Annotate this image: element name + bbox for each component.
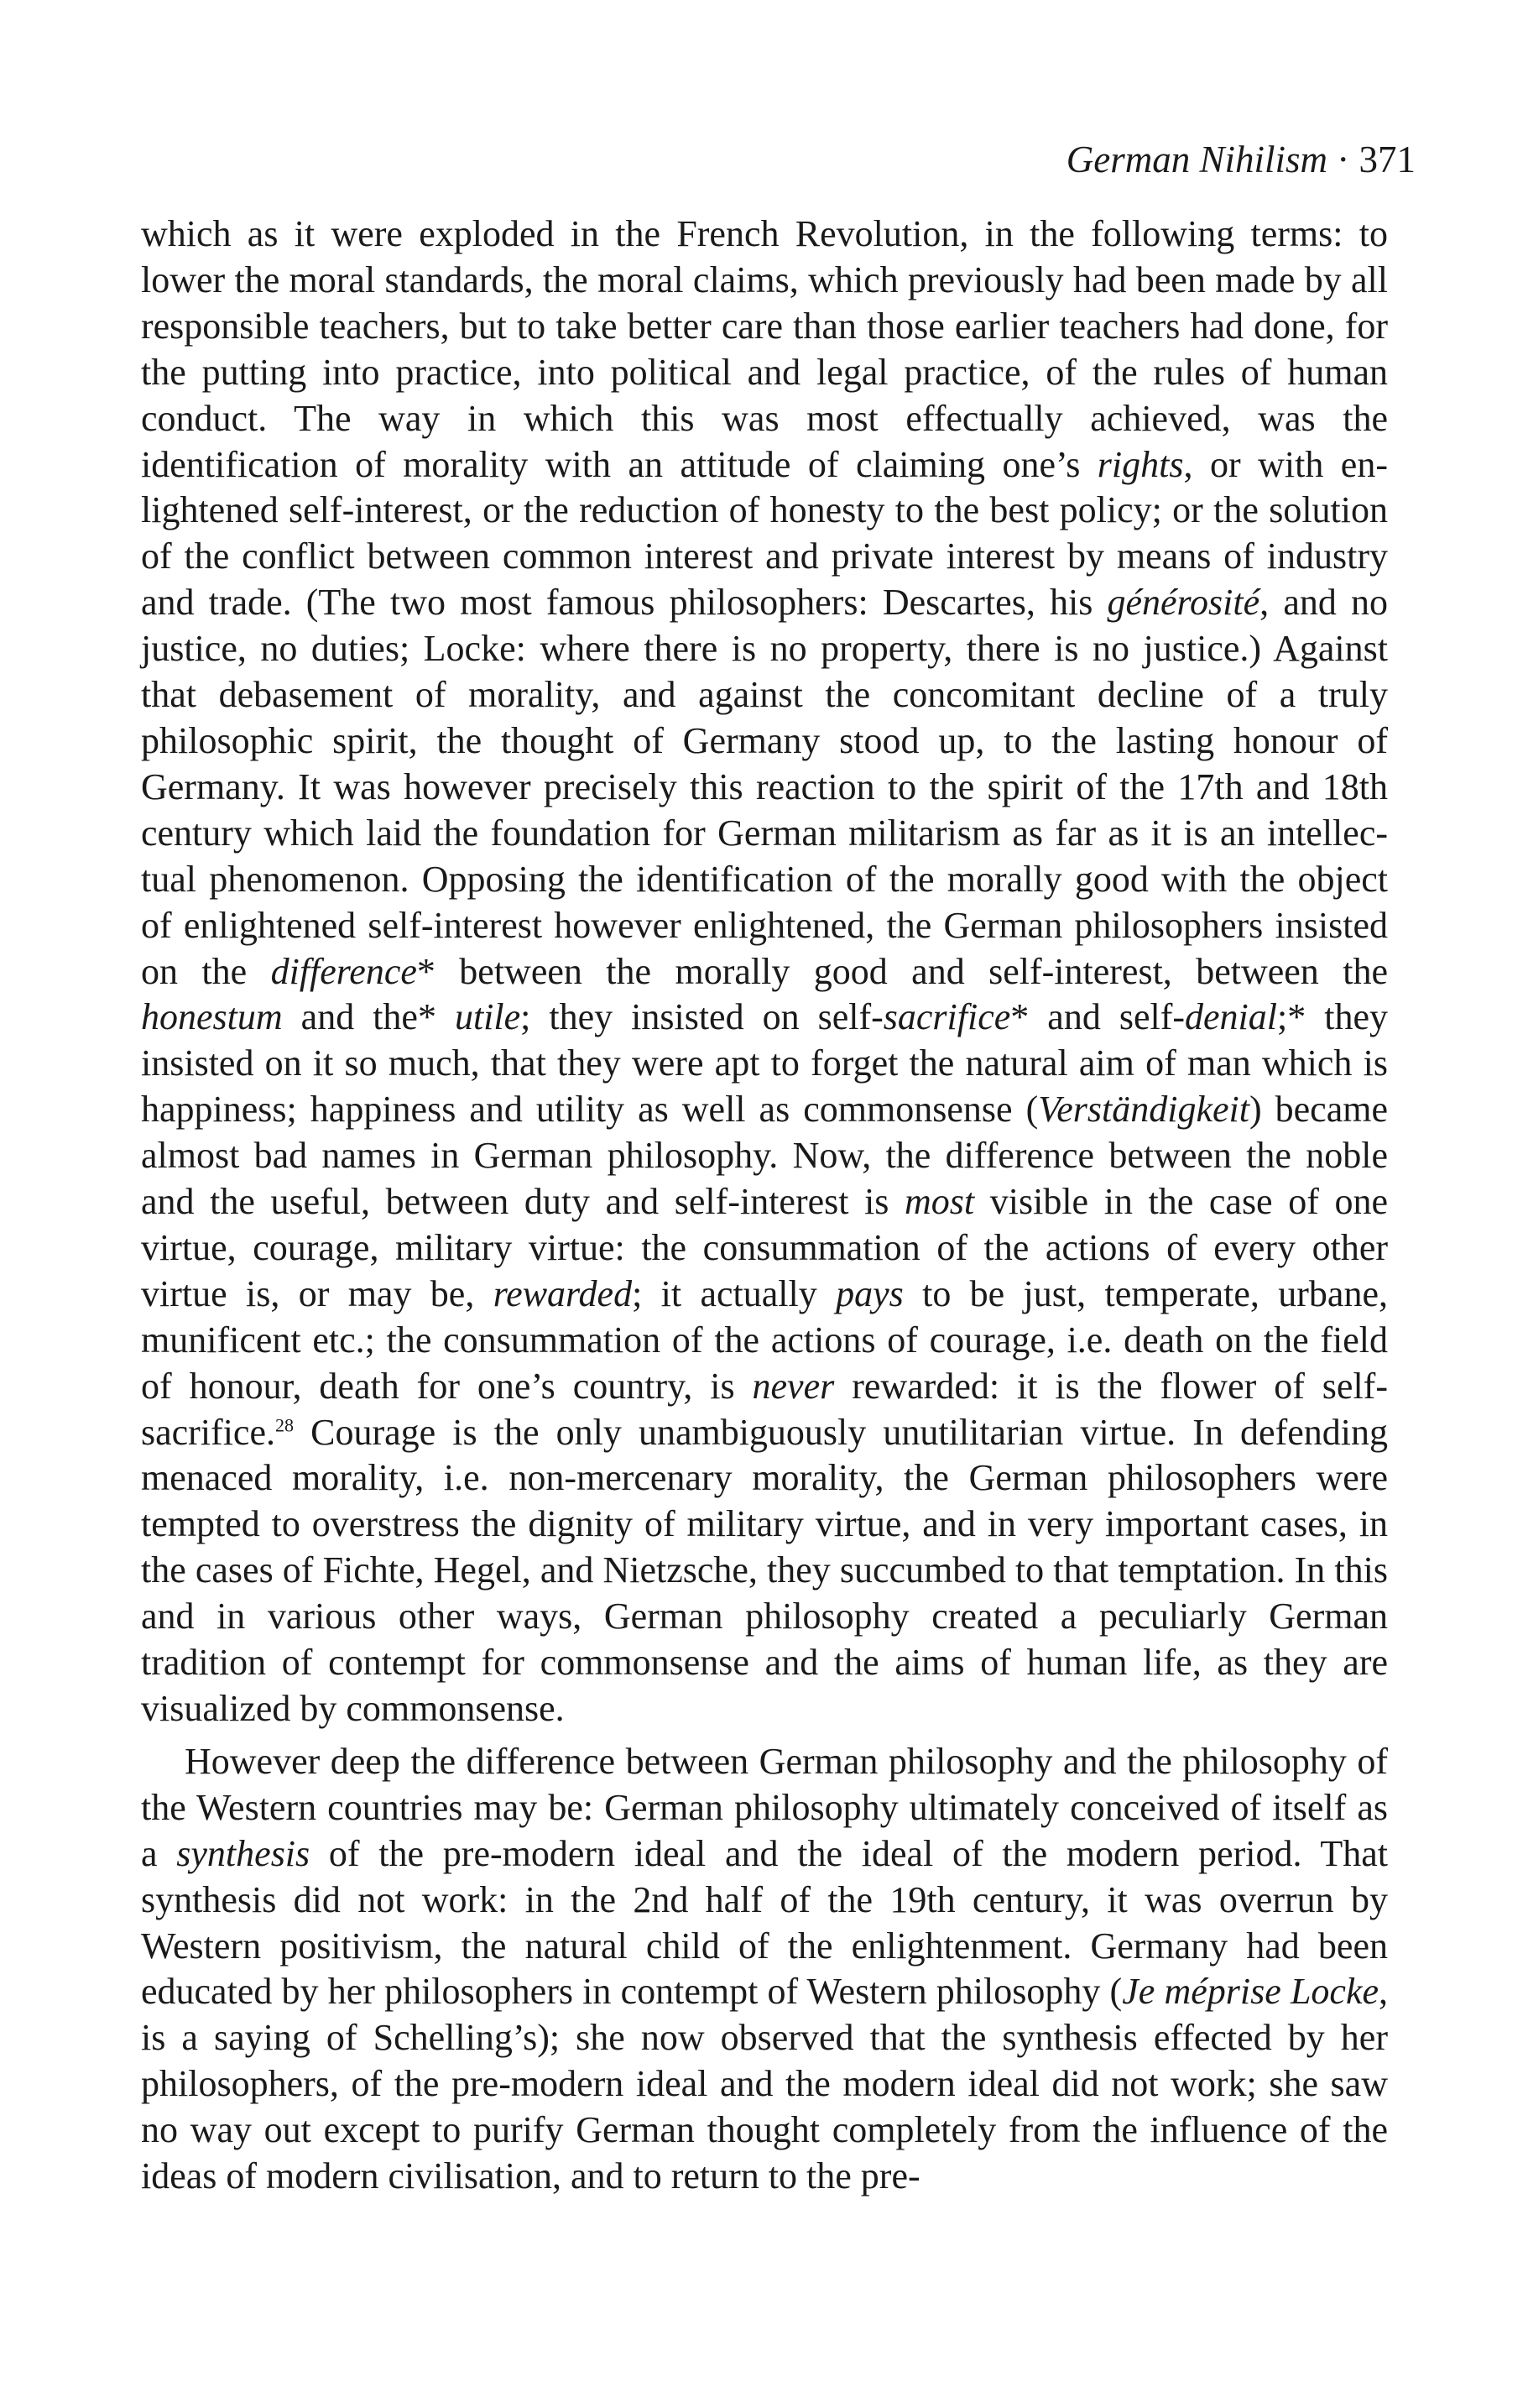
emphasis: Je méprise Locke bbox=[1122, 1971, 1379, 2013]
running-head-separator: · bbox=[1337, 138, 1350, 180]
emphasis: utile bbox=[454, 996, 521, 1038]
text-run: , or with enlightened self-interest, or the reduction of honesty to the best policy; or the solution of the conflict between common interest and private interest by means of industry and trade. (The two most famous philosophers: Descartes, his bbox=[141, 443, 1388, 624]
text-run: ) became almost bad names in German philosophy. Now, the difference between the noble and the useful, between duty and self-interest is bbox=[141, 1089, 1388, 1223]
paragraph-1 bbox=[141, 212, 1388, 1732]
emphasis: générosité bbox=[1107, 582, 1260, 624]
emphasis: pays bbox=[836, 1272, 904, 1314]
text-run: to be just, temperate, urbane, munificent etc.; the consummation of the actions of courage, i.e. death on the field of honour, death for one’s country, is bbox=[141, 1272, 1388, 1407]
text-run: which as it were exploded in the French Revolution, in the following terms: to lower the moral standards, the moral claims, which previously had been made by all responsible teachers, but to take better care than those earlier teachers had done, for the putting into practice, into political and legal practice, of the rules of human conduct. The way in which this was most effectually achieved, was the identification of morality with an attitude of claiming one’s bbox=[141, 213, 1388, 485]
text-run: , and no justice, no duties; Locke: where there is no property, there is no justice.) Against that debasement of morality, and against the concomitant decline of a truly philosophic spirit, the thought of Germany stood up, to the lasting honour of Germany. It was however precisely this reaction to the spirit of the 17th and 18th century which laid the foundation for German militarism as far as it is an intellectual phenomenon. Opposing the identification of the morally good with the object of enlightened self-interest however enlightened, the German philosophers insisted on the bbox=[141, 582, 1388, 992]
text-run: * between the morally good and self-interest, between the bbox=[416, 950, 1388, 992]
footnote-ref: 28 bbox=[275, 1413, 294, 1435]
paragraph-2 bbox=[141, 1739, 1388, 2200]
emphasis: denial bbox=[1185, 996, 1277, 1038]
page-number: 371 bbox=[1359, 138, 1416, 180]
emphasis: honestum bbox=[141, 996, 283, 1038]
text-run: ;* they insisted on it so much, that they were apt to forget the natural aim of man which is happiness; happiness and utility as well as commonsense ( bbox=[141, 996, 1388, 1131]
text-run: However deep the difference between German philosophy and the philosophy of the Western countries may be: German philosophy ultimately conceived of itself as a bbox=[141, 1740, 1388, 1874]
text-run: ; they insisted on self- bbox=[520, 996, 884, 1038]
emphasis: Verständigkeit bbox=[1038, 1089, 1249, 1131]
text-run: Courage is the only unambiguously unutilitarian virtue. In defending menaced morality, i.e. non-mercenary morality, the German philosophers were tempted to overstress the dignity of military virtue, and in very important cases, in the cases of Fichte, Hegel, and Nietzsche, they succumbed to that temptation. In this and in various other ways, German philosophy created a peculiarly German tradition of contempt for commonsense and the aims of human life, as they are visualized by commonsense. bbox=[141, 1411, 1388, 1729]
running-head-title: German Nihilism bbox=[1066, 138, 1327, 180]
running-head bbox=[1066, 136, 1416, 183]
text-run: and the* bbox=[282, 996, 455, 1038]
emphasis: never bbox=[752, 1365, 835, 1407]
text-run: * and self- bbox=[1010, 996, 1186, 1038]
emphasis: rights bbox=[1097, 443, 1184, 485]
body-text bbox=[141, 212, 1388, 2200]
text-run: visible in the case of one virtue, courage, military virtue: the consummation of the actions of every other virtue is, or may be, bbox=[141, 1181, 1388, 1314]
emphasis: rewarded bbox=[493, 1272, 633, 1314]
emphasis: synthesis bbox=[176, 1832, 310, 1874]
text-run: , is a saying of Schelling’s); she now observed that the synthesis effected by her philosophers, of the pre-modern ideal and the modern ideal did not work; she saw no way out except to purify German thought completely from the influence of the ideas of modern civilisation, and to return to the pre- bbox=[141, 1971, 1388, 2197]
text-run: of the pre-modern ideal and the ideal of the modern period. That synthesis did not work: in the 2nd half of the 19th century, it was overrun by Western positivism, the natural child of the enlightenment. Germany had been educated by her philosophers in contempt of Western philosophy ( bbox=[141, 1832, 1389, 2013]
emphasis: most bbox=[905, 1181, 975, 1223]
text-run: ; it actually bbox=[632, 1272, 837, 1314]
text-run: rewarded: it is the flower of self-sacrifice. bbox=[141, 1365, 1388, 1453]
emphasis: sacrifice bbox=[883, 996, 1011, 1038]
emphasis: difference bbox=[270, 950, 417, 992]
